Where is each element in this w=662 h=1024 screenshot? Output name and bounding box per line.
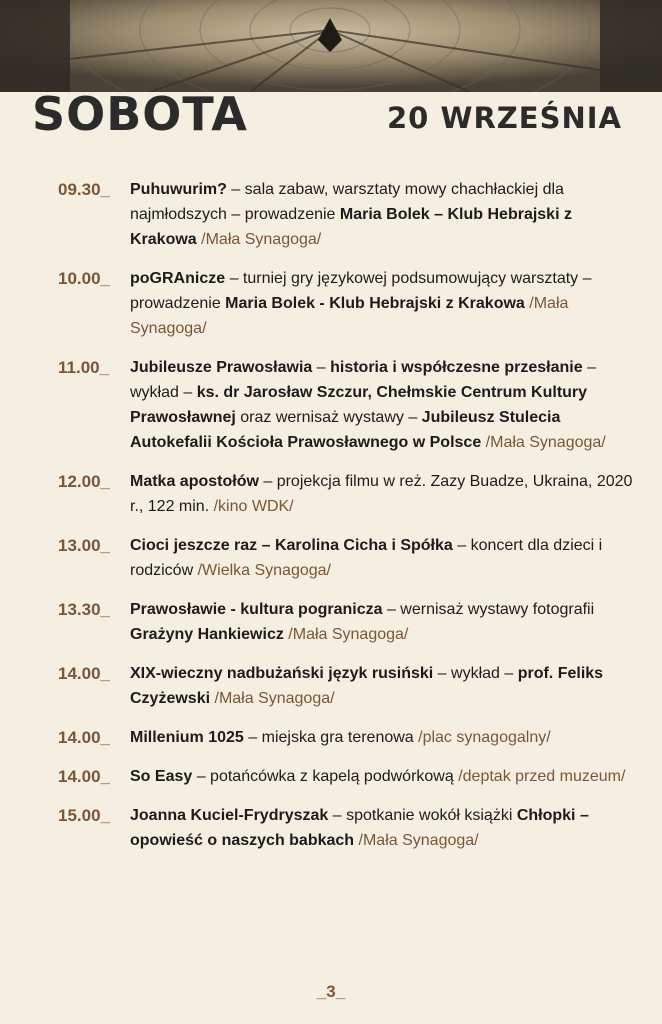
schedule-item	[58, 803, 638, 853]
event-highlight: Jubileusz Stulecia Autokefalii Kościoła Prawosławnego w Polsce	[130, 409, 561, 451]
event-time: 15.00_	[58, 806, 110, 825]
event-location: /Mała Synagoga/	[210, 690, 335, 707]
event-time: 14.00_	[58, 728, 110, 747]
event-text: – potańcówka z kapelą podwórkową	[192, 768, 454, 785]
schedule-item	[58, 597, 638, 647]
schedule-item	[58, 266, 638, 341]
event-highlight: Joanna Kuciel-Frydryszak	[130, 807, 329, 824]
event-location: /Mała Synagoga/	[481, 434, 606, 451]
event-highlight: prof. Feliks Czyżewski	[130, 665, 604, 707]
event-text: – spotkanie wokół książki	[328, 807, 517, 824]
event-text: – projekcja filmu w reż. Zazy Buadze, Ukraina, 2020 r., 122 min.	[130, 473, 633, 515]
schedule-item	[58, 533, 638, 583]
event-highlight: Prawosławie - kultura pogranicza	[130, 601, 383, 618]
day-title: SOBOTA	[32, 87, 248, 141]
event-description	[130, 803, 638, 853]
schedule-item	[58, 764, 638, 789]
event-location: /Mała Synagoga/	[354, 832, 479, 849]
event-text: – wernisaż wystawy fotografii	[382, 601, 595, 618]
event-highlight: Jubileusze Prawosławia	[130, 359, 313, 376]
event-highlight: Matka apostołów	[130, 473, 259, 490]
event-highlight: historia i współczesne przesłanie	[330, 359, 583, 376]
event-time: 10.00_	[58, 269, 110, 288]
schedule-item	[58, 177, 638, 252]
event-description	[130, 355, 638, 455]
event-highlight: Maria Bolek - Klub Hebrajski z Krakowa	[225, 295, 525, 312]
event-description	[130, 266, 638, 341]
tree-stump-photo	[0, 0, 662, 92]
schedule-item	[58, 661, 638, 711]
header	[0, 86, 662, 146]
event-description	[130, 177, 638, 252]
schedule-item	[58, 469, 638, 519]
event-time: 14.00_	[58, 767, 110, 786]
event-text: – wykład –	[130, 359, 596, 401]
event-location: /kino WDK/	[209, 498, 294, 515]
event-highlight: ks. dr Jarosław Szczur, Chełmskie Centrum Kultury Prawosławnej	[130, 384, 588, 426]
event-time: 13.30_	[58, 600, 110, 619]
wood-banner	[0, 0, 662, 92]
schedule-item	[58, 355, 638, 455]
date-title: 20 WRZEŚNIA	[387, 101, 622, 135]
event-description	[130, 533, 638, 583]
event-description	[130, 725, 638, 750]
event-location: /Mała Synagoga/	[283, 626, 409, 643]
event-text: oraz wernisaż wystawy –	[235, 409, 422, 426]
event-time: 14.00_	[58, 664, 110, 683]
schedule-item	[58, 725, 638, 750]
event-highlight: Puhuwurim?	[130, 181, 227, 198]
event-highlight: poGRAnicze	[130, 270, 226, 287]
event-location: /Mała Synagoga/	[196, 231, 322, 248]
event-description	[130, 661, 638, 711]
event-text: – koncert dla dzieci i rodziców	[130, 537, 603, 579]
event-highlight: Millenium 1025	[130, 729, 244, 746]
event-time: 13.00_	[58, 536, 110, 555]
event-highlight: Cioci jeszcze raz – Karolina Cicha i Spółka	[130, 537, 453, 554]
event-text: – turniej gry językowej podsumowujący warsztaty – prowadzenie	[130, 270, 592, 312]
event-highlight: Grażyny Hankiewicz	[130, 626, 284, 643]
event-highlight: Maria Bolek – Klub Hebrajski z Krakowa	[130, 206, 572, 248]
event-location: /Mała Synagoga/	[130, 295, 569, 337]
event-description	[130, 764, 638, 789]
event-description	[130, 597, 638, 647]
event-time: 12.00_	[58, 472, 110, 491]
schedule-list	[58, 177, 638, 867]
event-location: /Wielka Synagoga/	[193, 562, 331, 579]
event-time: 11.00_	[58, 358, 110, 377]
event-highlight: Chłopki – opowieść o naszych babkach	[130, 807, 589, 849]
event-text: – sala zabaw, warsztaty mowy chachłackiej dla najmłodszych – prowadzenie	[130, 181, 564, 223]
event-description	[130, 469, 638, 519]
event-highlight: So Easy	[130, 768, 193, 785]
event-text: – miejska gra terenowa	[243, 729, 414, 746]
event-highlight: XIX-wieczny nadbużański język rusiński	[130, 665, 434, 682]
event-text: – wykład –	[433, 665, 518, 682]
event-location: /deptak przed muzeum/	[453, 768, 626, 785]
event-location: /plac synagogalny/	[413, 729, 551, 746]
event-time: 09.30_	[58, 180, 110, 199]
event-text: –	[312, 359, 331, 376]
page-number: _3_	[316, 982, 346, 1001]
